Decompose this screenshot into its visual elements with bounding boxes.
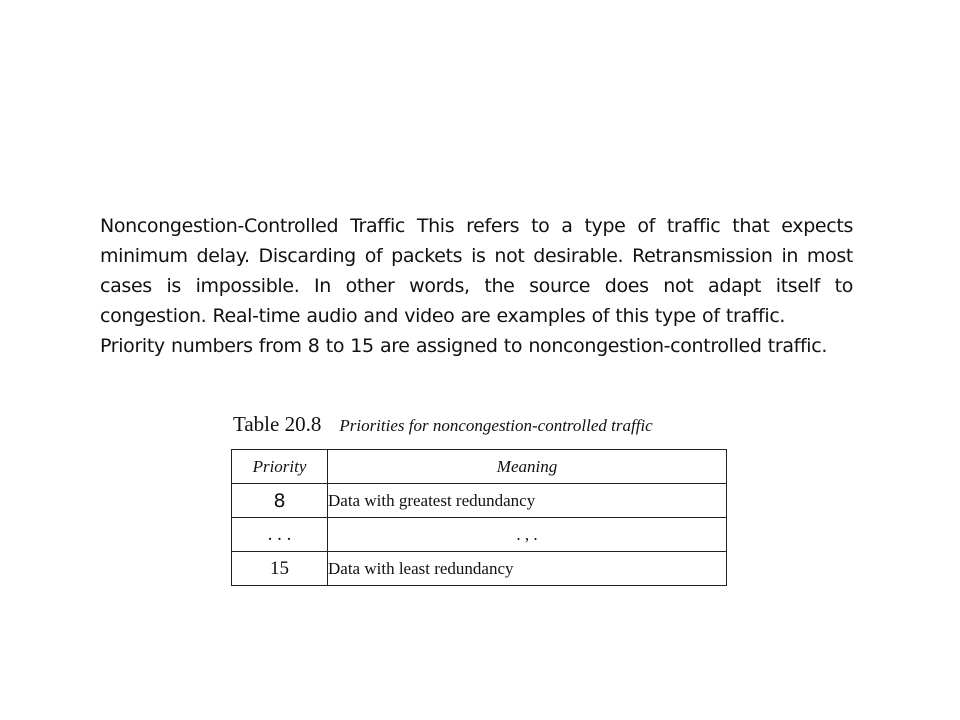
meaning-cell: Data with least redundancy xyxy=(328,552,727,586)
table-caption xyxy=(233,412,653,437)
priority-cell: 15 xyxy=(232,552,328,586)
table-row xyxy=(232,484,727,518)
table-caption-number: Table 20.8 xyxy=(233,412,322,436)
meaning-cell: . , . xyxy=(328,518,727,552)
body-text xyxy=(100,211,853,361)
priority-cell: . . . xyxy=(232,518,328,552)
header-priority: Priority xyxy=(232,450,328,484)
table-row xyxy=(232,552,727,586)
priority-cell: 8 xyxy=(232,484,328,518)
meaning-cell: Data with greatest redundancy xyxy=(328,484,727,518)
priorities-table xyxy=(231,449,727,586)
header-meaning: Meaning xyxy=(328,450,727,484)
table-header-row xyxy=(232,450,727,484)
table-caption-title: Priorities for noncongestion-controlled traffic xyxy=(339,416,653,435)
table-row xyxy=(232,518,727,552)
paragraph-description: Noncongestion-Controlled Traffic This refers to a type of traffic that expects minimum delay. Discarding of packets is not desirable. Retransmission in most cases is impossible. In other words, the source does not adapt itself to congestion. Real-time audio and video are examples of this type of traffic. xyxy=(100,215,853,327)
paragraph-priority-range: Priority numbers from 8 to 15 are assigned to noncongestion-controlled traffic. xyxy=(100,335,828,357)
